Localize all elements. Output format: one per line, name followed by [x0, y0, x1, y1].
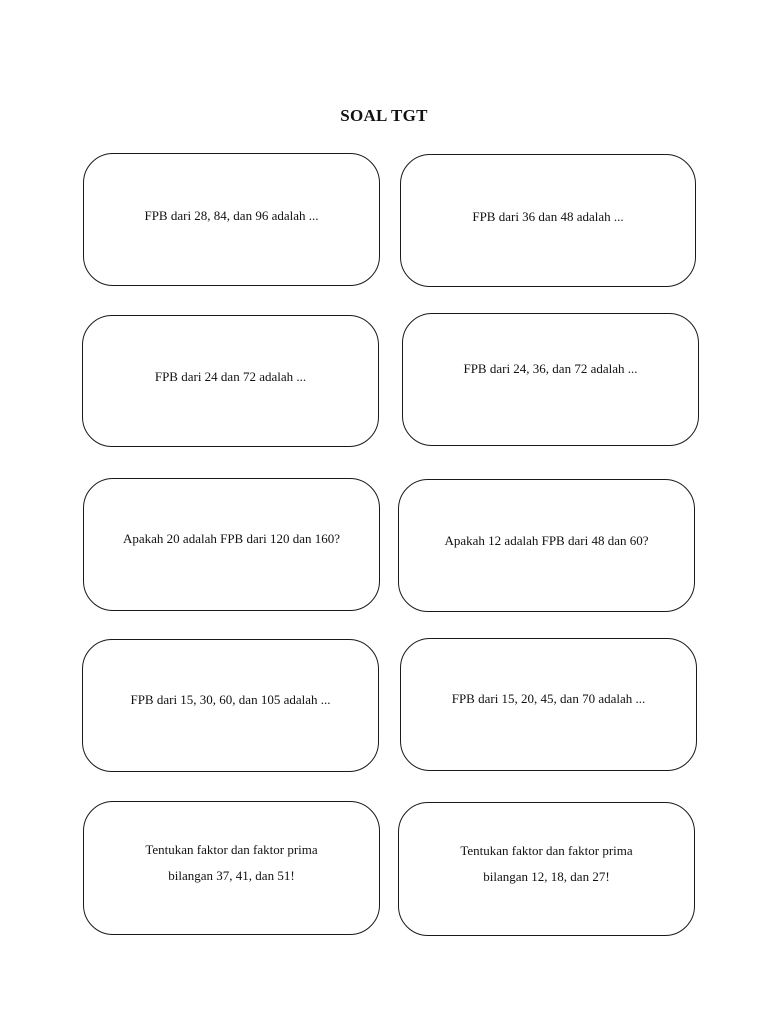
question-card-8 [400, 638, 697, 771]
question-card-1 [83, 153, 380, 286]
question-text-4: FPB dari 24, 36, dan 72 adalah ... [463, 360, 638, 376]
question-card-4 [402, 313, 699, 446]
question-text-2: FPB dari 36 dan 48 adalah ... [472, 208, 624, 224]
question-card-9 [83, 801, 380, 935]
question-text-1: FPB dari 28, 84, dan 96 adalah ... [144, 207, 319, 223]
question-card-5 [83, 478, 380, 611]
question-card-2 [400, 154, 696, 287]
page-title: SOAL TGT [340, 106, 428, 125]
question-text-5: Apakah 20 adalah FPB dari 120 dan 160? [123, 530, 340, 546]
question-text-8: FPB dari 15, 20, 45, dan 70 adalah ... [451, 690, 646, 706]
question-text-9: Tentukan faktor dan faktor prima bilangan 37, 41, dan 51! [145, 842, 318, 883]
question-text-7: FPB dari 15, 30, 60, dan 105 adalah ... [130, 691, 331, 707]
question-card-3 [82, 315, 379, 447]
question-text-6: Apakah 12 adalah FPB dari 48 dan 60? [444, 532, 649, 548]
question-card-6 [398, 479, 695, 612]
question-text-10: Tentukan faktor dan faktor prima bilangan 12, 18, dan 27! [460, 843, 633, 884]
question-text-3: FPB dari 24 dan 72 adalah ... [154, 369, 307, 384]
question-card-10 [398, 802, 695, 936]
question-card-7 [82, 639, 379, 772]
